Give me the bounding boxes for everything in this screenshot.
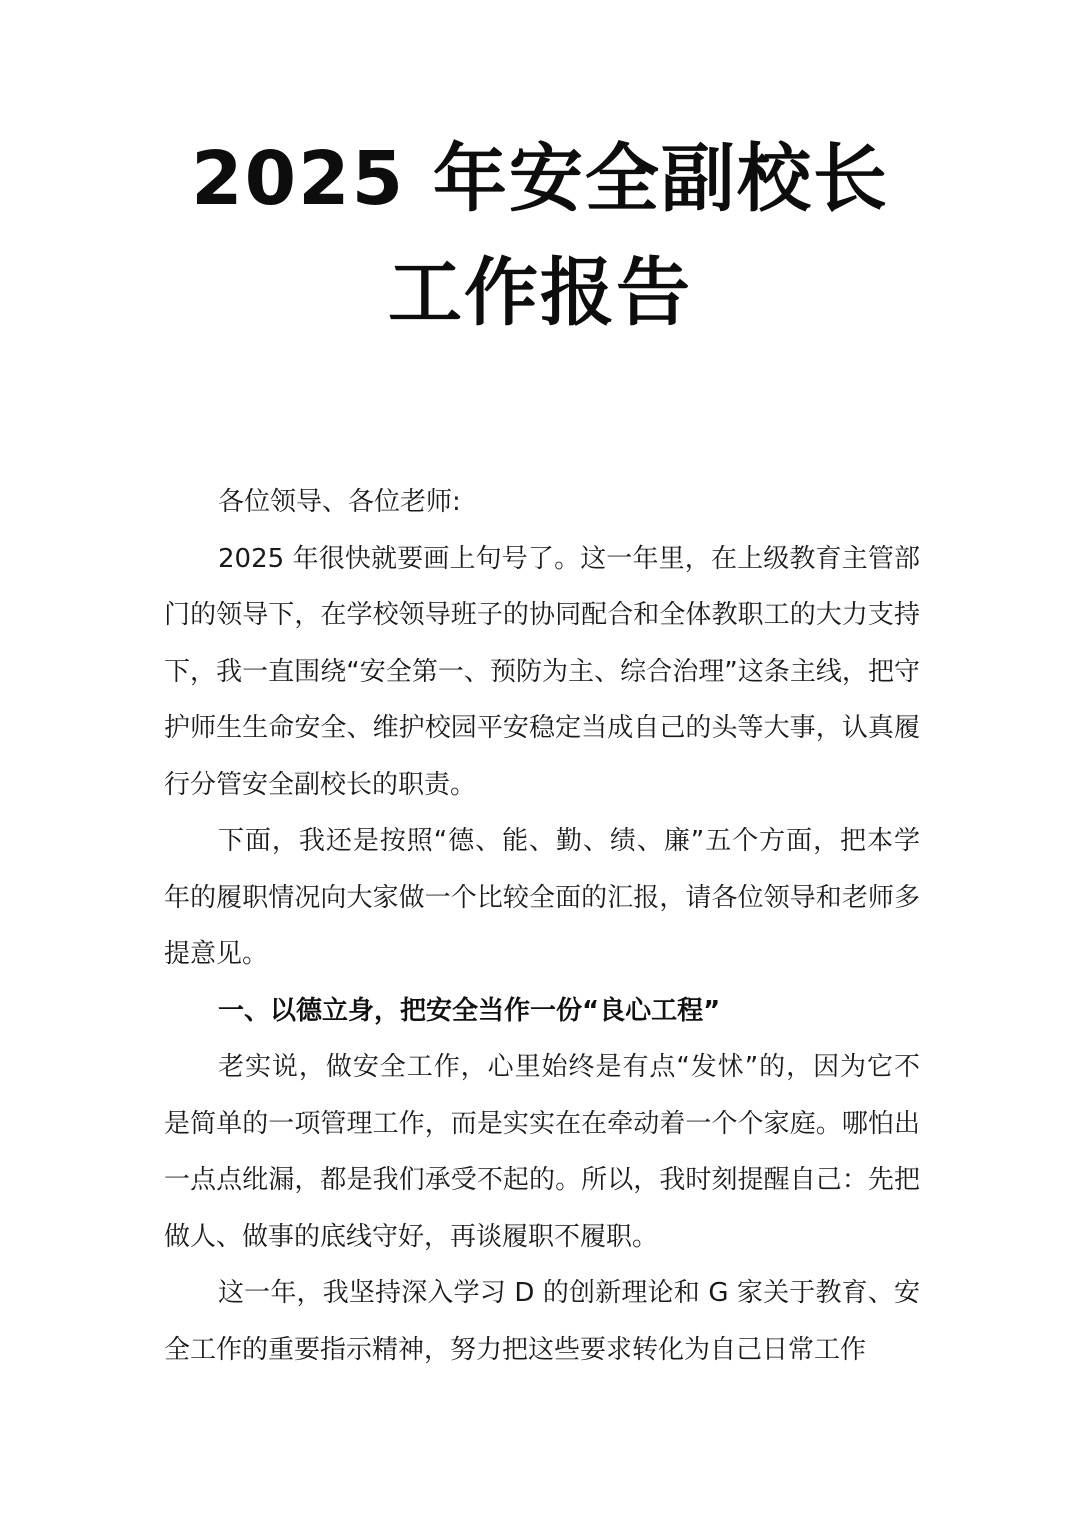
section-1-paragraph-2: 这一年，我坚持深入学习 D 的创新理论和 G 家关于教育、安全工作的重要指示精神，努力把这些要求转化为自己日常工作 [164, 1278, 920, 1365]
paragraph-overview: 下面，我还是按照“德、能、勤、绩、廉”五个方面，把本学年的履职情况向大家做一个比较全面的汇报，请各位领导和老师多提意见。 [164, 826, 920, 969]
greeting: 各位领导、各位老师: [218, 487, 461, 517]
section-1-paragraph-1: 老实说，做安全工作，心里始终是有点“发怵”的，因为它不是简单的一项管理工作，而是实实在在牵动着一个个家庭。哪怕出一点点纰漏，都是我们承受不起的。所以，我时刻提醒自己：先把做人、做事的底线守好，再谈履职不履职。 [164, 1052, 920, 1252]
document-body [164, 474, 920, 1378]
document-title-line-2: 工作报告 [388, 250, 692, 336]
paragraph-intro: 2025 年很快就要画上句号了。这一年里，在上级教育主管部门的领导下，在学校领导班子的协同配合和全体教职工的大力支持下，我一直围绕“安全第一、预防为主、综合治理”这条主线，把守护师生生命安全、维护校园平安稳定当成自己的头等大事，认真履行分管安全副校长的职责。 [164, 543, 920, 800]
document-title-line-1: 2025 年安全副校长 [191, 136, 889, 222]
section-heading-1: 一、以德立身，把安全当作一份“良心工程” [218, 995, 721, 1026]
